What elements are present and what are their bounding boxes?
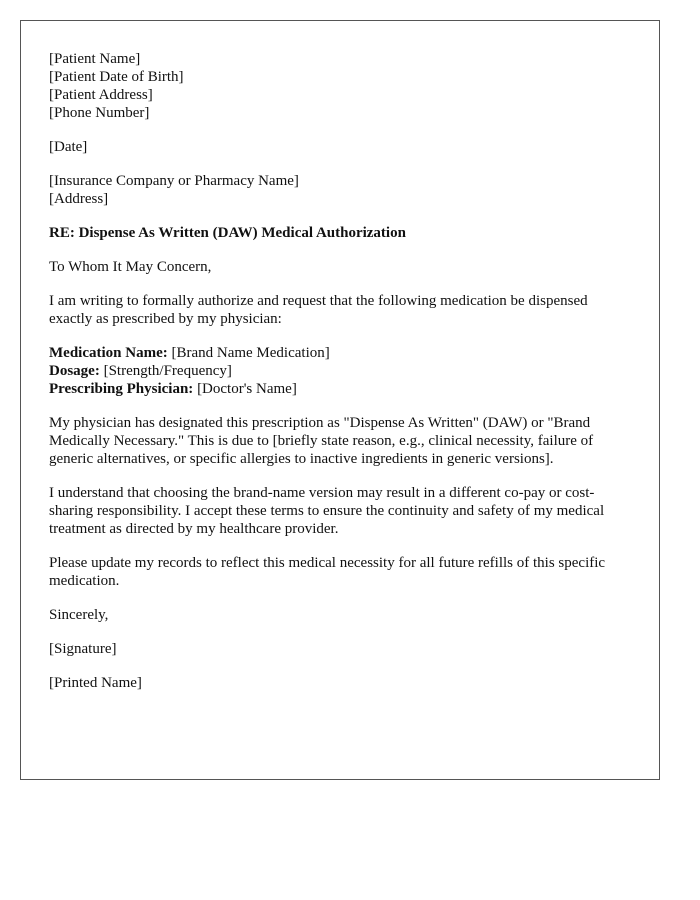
update-paragraph: Please update my records to reflect this medical necessity for all future refills of this specific medication. — [49, 555, 606, 589]
physician-row — [49, 380, 631, 398]
medication-details — [49, 344, 631, 398]
patient-name: [Patient Name] — [49, 51, 141, 67]
dosage-value: [Strength/Frequency] — [103, 363, 232, 379]
patient-address: [Patient Address] — [49, 87, 153, 103]
recipient-address: [Address] — [49, 191, 109, 207]
patient-phone: [Phone Number] — [49, 105, 150, 121]
printed-name: [Printed Name] — [49, 675, 142, 691]
salutation: To Whom It May Concern, — [49, 259, 212, 275]
physician-value: [Doctor's Name] — [197, 381, 297, 397]
medication-name-row — [49, 344, 631, 362]
recipient-block — [49, 172, 631, 208]
letter-date: [Date] — [49, 139, 88, 155]
understanding-paragraph: I understand that choosing the brand-name version may result in a different co-pay or cost-sharing responsibility. I accept these terms to ensure the continuity and safety of my medical treatment as directed by my healthcare provider. — [49, 485, 605, 537]
physician-label: Prescribing Physician: — [49, 381, 194, 397]
subject-line: RE: Dispense As Written (DAW) Medical Authorization — [49, 225, 406, 241]
dosage-row — [49, 362, 631, 380]
closing: Sincerely, — [49, 607, 109, 623]
medication-name-value: [Brand Name Medication] — [171, 345, 330, 361]
intro-paragraph: I am writing to formally authorize and request that the following medication be dispensed exactly as prescribed by my physician: — [49, 293, 588, 327]
medication-name-label: Medication Name: — [49, 345, 168, 361]
patient-dob: [Patient Date of Birth] — [49, 69, 184, 85]
patient-info-block — [49, 50, 631, 122]
signature: [Signature] — [49, 641, 117, 657]
letter-page — [20, 20, 660, 780]
designation-paragraph: My physician has designated this prescription as "Dispense As Written" (DAW) or "Brand Medically Necessary." This is due to [briefly state reason, e.g., clinical necessity, failure of generic alternatives, or specific allergies to inactive ingredients in generic versions]. — [49, 415, 594, 467]
dosage-label: Dosage: — [49, 363, 100, 379]
recipient-name: [Insurance Company or Pharmacy Name] — [49, 173, 299, 189]
